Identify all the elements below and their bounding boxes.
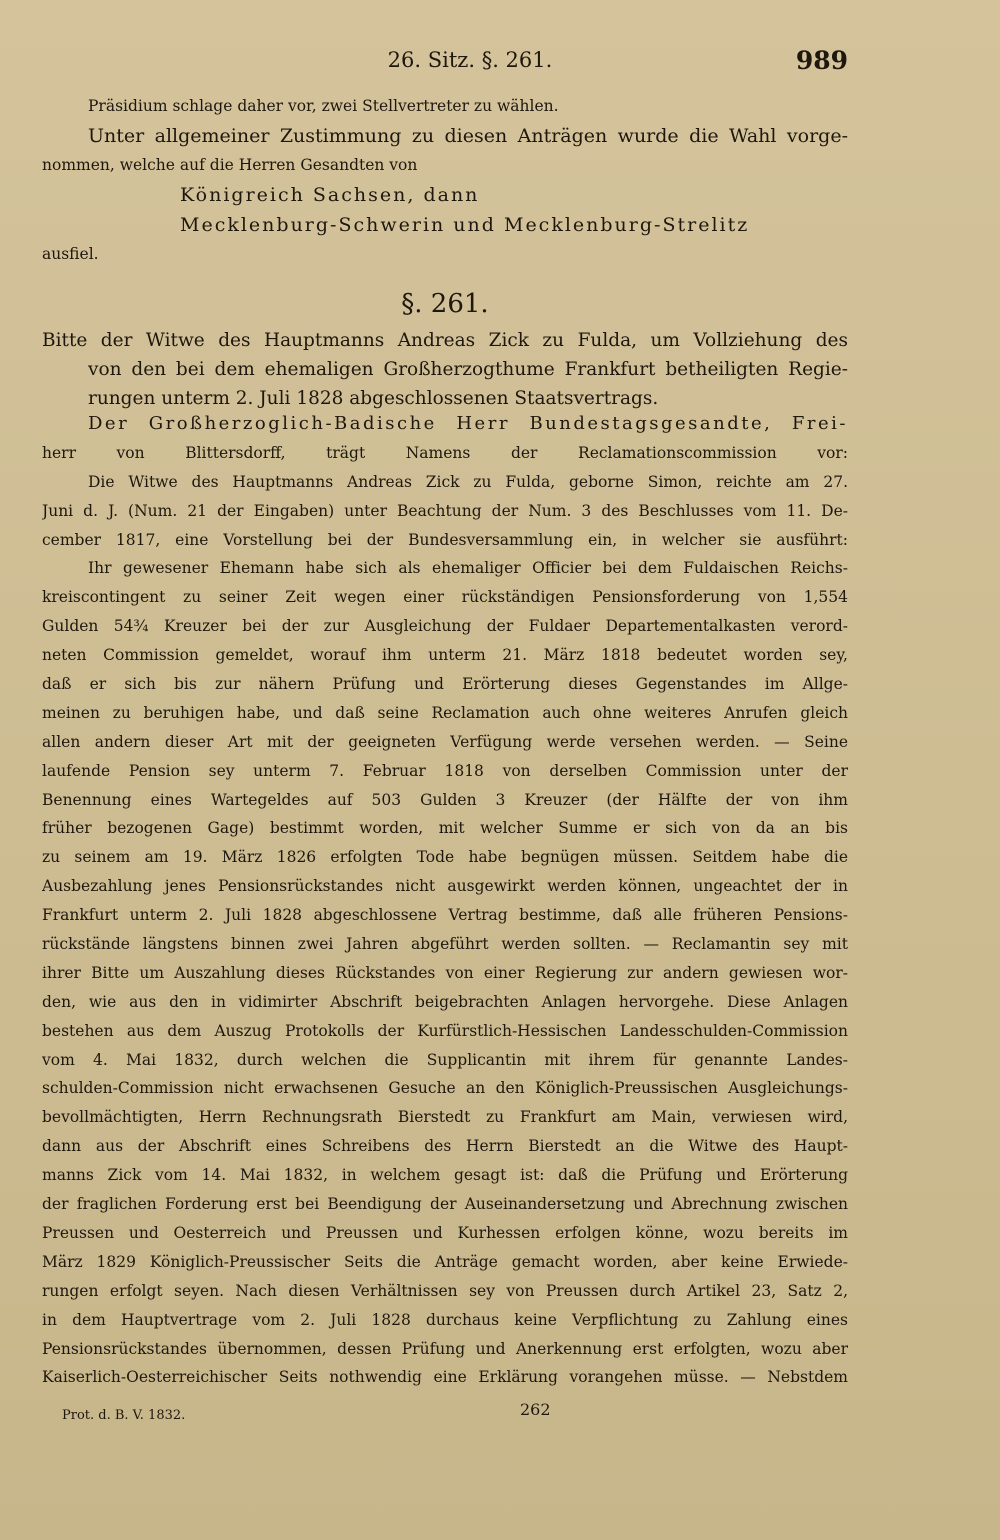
body-line: in dem Hauptvertrage vom 2. Juli 1828 durchaus keine Verpflichtung zu Zahlung eines <box>42 1310 848 1329</box>
body-block <box>42 410 848 1392</box>
body-line: meinen zu beruhigen habe, und daß seine Reclamation auch ohne weiteres Anrufen gleich <box>42 703 848 722</box>
intro-line: ausfiel. <box>42 244 99 263</box>
section-title-line: rungen unterm 2. Juli 1828 abgeschlossenen Staatsvertrags. <box>88 388 659 409</box>
body-line: Juni d. J. (Num. 21 der Eingaben) unter Beachtung der Num. 3 des Beschlusses vom 11. De- <box>42 501 848 520</box>
page-number: 989 <box>795 46 848 75</box>
body-line: schulden-Commission nicht erwachsenen Gesuche an den Königlich-Preussischen Ausgleichungs- <box>42 1079 848 1098</box>
body-line: März 1829 Königlich-Preussischer Seits die Anträge gemacht worden, aber keine Erwiede- <box>42 1252 848 1271</box>
body-line: bestehen aus dem Auszug Protokolls der Kurfürstlich-Hessischen Landesschulden-Commission <box>42 1021 848 1040</box>
body-line: Pensionsrückstandes übernommen, dessen Prüfung und Anerkennung erst erfolgten, wozu aber <box>42 1339 848 1358</box>
body-line: früher bezogenen Gage) bestimmt worden, mit welcher Summe er sich von da an bis <box>42 819 848 838</box>
body-line: Ihr gewesener Ehemann habe sich als ehemaliger Officier bei dem Fuldaischen Reichs- <box>88 559 848 578</box>
body-line: Preussen und Oesterreich und Preussen und Kurhessen erfolgen könne, wozu bereits im <box>42 1223 848 1242</box>
body-line: Kaiserlich-Oesterreichischer Seits nothwendig eine Erklärung vorangehen müsse. — Nebstdem <box>42 1368 848 1387</box>
body-line: cember 1817, eine Vorstellung bei der Bundesversammlung ein, in welcher sie ausführt: <box>42 530 848 549</box>
page-footer <box>0 1400 1000 1430</box>
section-title-line: Bitte der Witwe des Hauptmanns Andreas Zick zu Fulda, um Vollziehung des <box>42 330 848 351</box>
body-line: ihrer Bitte um Auszahlung dieses Rückstandes von einer Regierung zur andern gewiesen wor- <box>42 963 848 982</box>
body-line: Die Witwe des Hauptmanns Andreas Zick zu Fulda, geborne Simon, reichte am 27. <box>88 472 848 491</box>
body-line: laufende Pension sey unterm 7. Februar 1818 von derselben Commission unter der <box>42 761 848 780</box>
intro-line-state: Königreich Sachsen, dann <box>180 183 480 206</box>
section-number: §. 261. <box>401 289 489 319</box>
running-header <box>0 46 1000 76</box>
body-line: vom 4. Mai 1832, durch welchen die Supplicantin mit ihrem für genannte Landes- <box>42 1050 848 1069</box>
body-line: Der Großherzoglich-Badische Herr Bundestagsgesandte, Frei- <box>88 413 848 434</box>
body-line: bevollmächtigten, Herrn Rechnungsrath Bierstedt zu Frankfurt am Main, verwiesen wird, <box>42 1108 848 1127</box>
intro-line: nommen, welche auf die Herren Gesandten von <box>42 155 418 174</box>
body-line: Gulden 54¾ Kreuzer bei der zur Ausgleichung der Fuldaer Departementalkasten verord- <box>42 617 848 636</box>
header-section-ref: 26. Sitz. §. 261. <box>387 48 553 72</box>
intro-line: Unter allgemeiner Zustimmung zu diesen Anträgen wurde die Wahl vorge- <box>88 124 848 147</box>
body-line: Ausbezahlung jenes Pensionsrückstandes nicht ausgewirkt werden können, ungeachtet der in <box>42 877 848 896</box>
section-title-line: von den bei dem ehemaligen Großherzogthume Frankfurt betheiligten Regie- <box>88 359 848 380</box>
body-line: rückstände längstens binnen zwei Jahren abgeführt werden sollten. — Reclamantin sey mit <box>42 935 848 954</box>
body-line: kreiscontingent zu seiner Zeit wegen einer rückständigen Pensionsforderung von 1,554 <box>42 588 848 607</box>
body-line: rungen erfolgt seyen. Nach diesen Verhältnissen sey von Preussen durch Artikel 23, Satz 2, <box>42 1281 848 1300</box>
body-line: dann aus der Abschrift eines Schreibens des Herrn Bierstedt an die Witwe des Haupt- <box>42 1137 848 1156</box>
body-line: zu seinem am 19. März 1826 erfolgten Tode habe begnügen müssen. Seitdem habe die <box>42 848 848 867</box>
intro-line: Präsidium schlage daher vor, zwei Stellvertreter zu wählen. <box>88 97 559 115</box>
intro-line-state: Mecklenburg-Schwerin und Mecklenburg-Strelitz <box>180 213 750 236</box>
body-line: Frankfurt unterm 2. Juli 1828 abgeschlossene Vertrag bestimme, daß alle früheren Pensions- <box>42 906 848 925</box>
intro-block <box>42 92 848 269</box>
footer-signature-mark: 262 <box>520 1400 551 1419</box>
body-line: den, wie aus den in vidimirter Abschrift beigebrachten Anlagen hervorgehe. Diese Anlagen <box>42 992 848 1011</box>
body-line: allen andern dieser Art mit der geeigneten Verfügung werde versehen werden. — Seine <box>42 732 848 751</box>
footer-imprint: Prot. d. B. V. 1832. <box>62 1408 186 1423</box>
body-line: manns Zick vom 14. Mai 1832, in welchem gesagt ist: daß die Prüfung und Erörterung <box>42 1166 848 1185</box>
body-line: Benennung eines Wartegeldes auf 503 Gulden 3 Kreuzer (der Hälfte der von ihm <box>42 790 848 809</box>
body-line: daß er sich bis zur nähern Prüfung und Erörterung dieses Gegenstandes im Allge- <box>42 675 848 694</box>
body-line: neten Commission gemeldet, worauf ihm unterm 21. März 1818 bedeutet worden sey, <box>42 646 848 665</box>
body-line: der fraglichen Forderung erst bei Beendigung der Auseinandersetzung und Abrechnung zwischen <box>42 1195 848 1214</box>
body-line: herr von Blittersdorff, trägt Namens der Reclamationscommission vor: <box>42 443 848 462</box>
section-block <box>42 280 848 413</box>
